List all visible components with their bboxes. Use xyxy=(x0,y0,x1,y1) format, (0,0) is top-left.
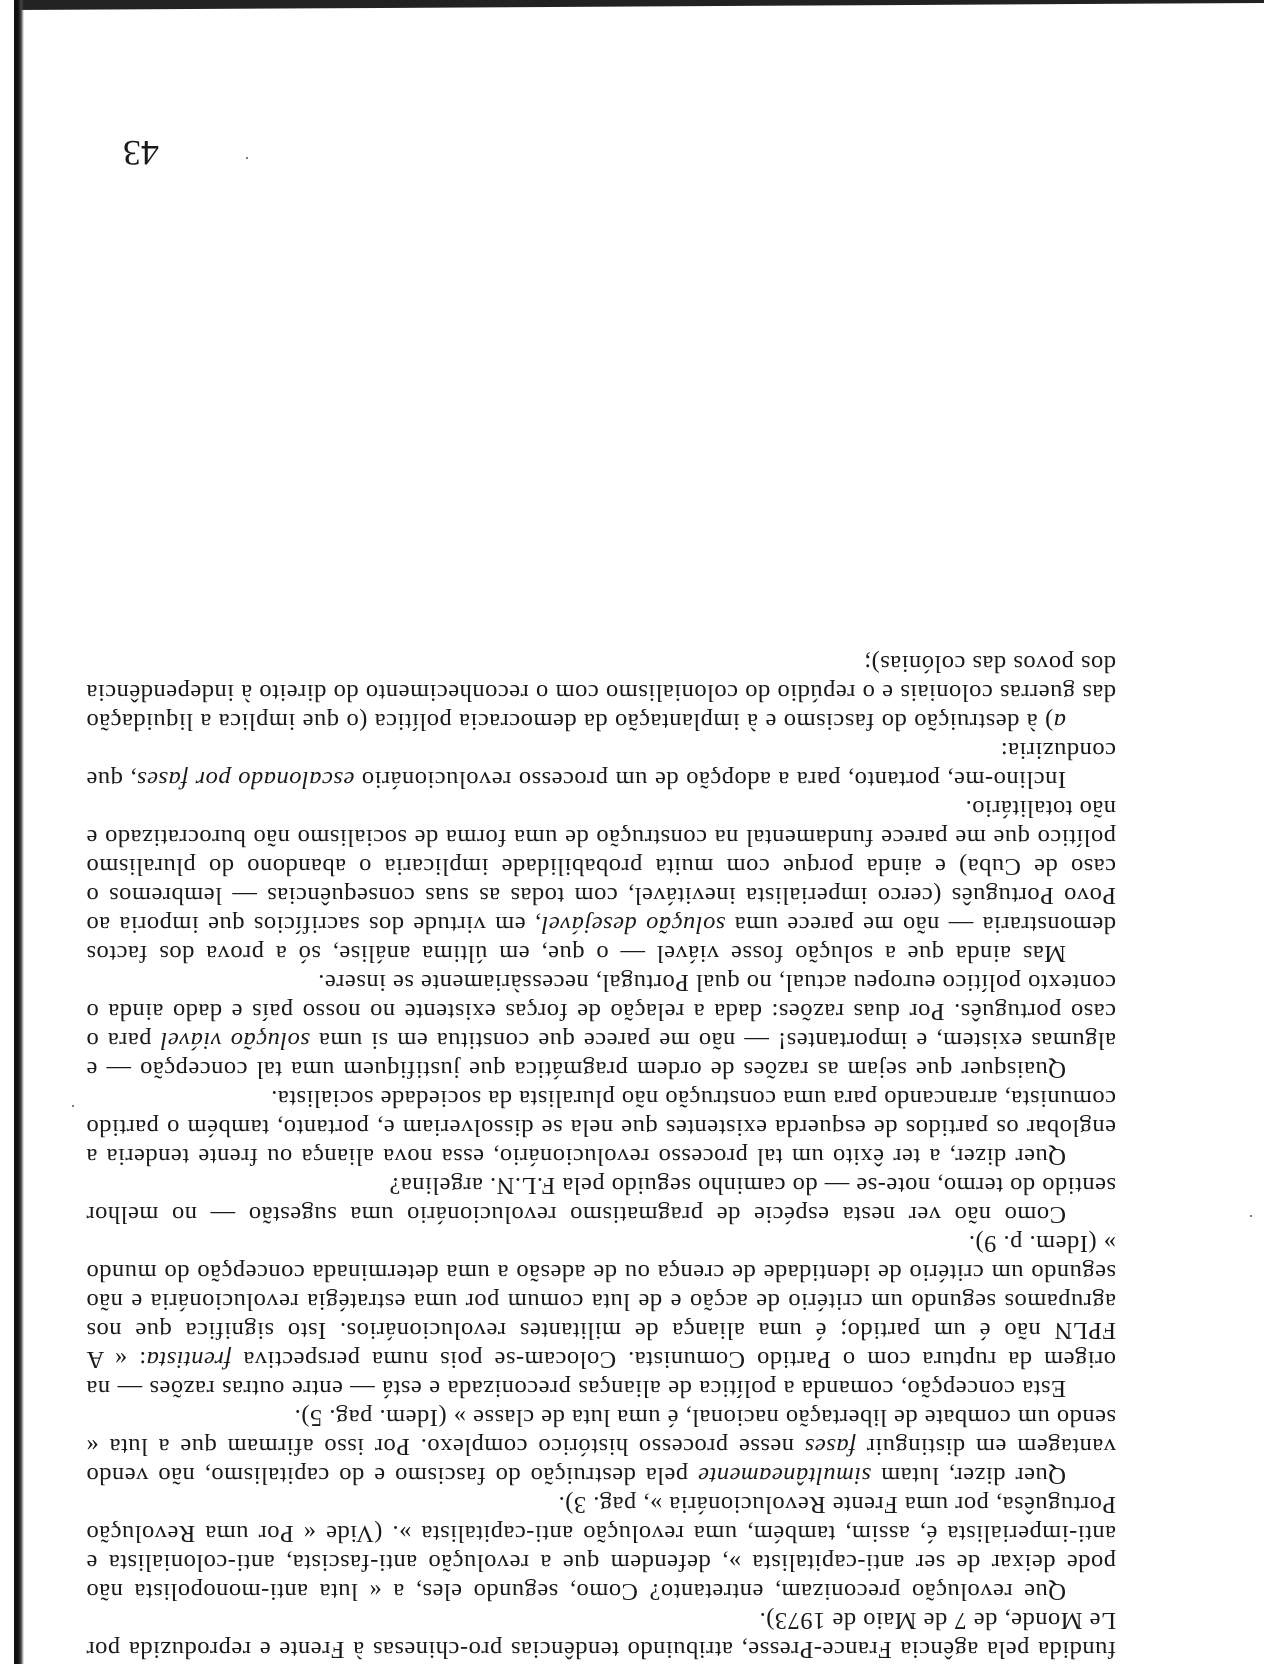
text-run: Esta concepção, comanda a política de alianças preconizada e está — entre outras razões — na origem da ruptura com o Partido Comunista. Colocam-se pois numa perspectiva xyxy=(86,1346,1116,1402)
italic-text: solução viável xyxy=(160,1027,310,1054)
scan-speck xyxy=(72,1105,74,1107)
paragraph xyxy=(86,1229,1116,1403)
italic-text: fases xyxy=(804,1433,856,1460)
paragraph xyxy=(86,1084,1116,1171)
italic-text: solução desejável xyxy=(541,911,726,938)
text-run: Quer dizer, a ter êxito um tal processo revolucionário, essa nova aliança ou frente tenderia a englobar os partidos de esquerda existentes que nela se dissolveriam e, portanto, também o partido comunista, arrancando para uma construção não pluralista da sociedade socialista. xyxy=(86,1085,1116,1170)
paragraph xyxy=(86,1171,1116,1229)
text-run: para o caso português. Por duas razões: dada a relação de forças existente no nosso país e dado ainda o contexto político europeu actual, no qual Portugal, necessàriamente se insere. xyxy=(86,969,1116,1054)
text-run: : « A FPLN não é um partido; é uma aliança de militantes revolucionários. Isto significa que nos agrupamos segundo um critério de acção e de luta comum por uma estratégia revolucionária e não segundo um critério de identidade de crença ou de adesão a uma determinada concepção do mundo » (Idem. p. 9). xyxy=(86,1230,1116,1373)
paragraph xyxy=(86,1490,1116,1606)
text-run: , que conduziria: xyxy=(85,737,1116,793)
scan-speck xyxy=(246,157,248,159)
text-run: Mas ainda que a solução fosse viável — o que, em última análise, só a prova dos factos demonstraria — não me parece uma xyxy=(86,911,1116,967)
text-run: ) à destruição do fascismo e à implantação da democracia política (o que implica a liquidação das guerras coloniais e o repúdio do colonialismo com o reconhecimento do direito à independência dos povos das colónias); xyxy=(86,650,1116,735)
paragraph xyxy=(86,736,1116,794)
paragraph xyxy=(86,1403,1116,1490)
italic-text: escalonado por fases xyxy=(136,766,355,793)
italic-text: simultâneamente xyxy=(697,1462,872,1489)
body-text xyxy=(86,649,1116,1664)
text-run: nesse processo histórico complexo. Por isso afirmam que a luta « sendo um combate de libertação nacional, é uma luta de classe » (Idem. pag. 5). xyxy=(86,1404,1116,1460)
text-run: fundida pela agência France-Presse, atribuindo tendências pro-chinesas à Frente e reproduzida por Le Monde, de 7 de Maio de 1973). xyxy=(86,1607,1116,1663)
text-run: Que revolução preconizam, entretanto? Como, segundo eles, a « luta anti-monopolista não pode deixar de ser anti-capitalista », defendem que a revolução anti-fascista, anti-colonialista e anti-imperialista é, assim, também, uma revolução anti-capitalista ». (Vide « Por uma Revolução Portuguêsa, por uma Frente Revolucionária », pag. 3). xyxy=(86,1491,1116,1605)
text-run: Como não ver nesta espécie de pragmatismo revolucionário uma sugestão — no melhor sentido do termo, note-se — do caminho seguido pela F.L.N. argelina? xyxy=(86,1172,1116,1228)
paragraph xyxy=(86,794,1116,968)
text-run: Quer dizer, lutam xyxy=(871,1462,1066,1489)
paragraph xyxy=(86,1606,1116,1664)
italic-text: a xyxy=(1053,708,1066,735)
scan-speck xyxy=(1250,1215,1252,1217)
page-number: 43 xyxy=(123,133,159,173)
italic-text: frentista xyxy=(146,1346,232,1373)
text-run: , em virtude dos sacrifícios que imporia ao Povo Português (cerco imperialista inevitável, com todas as suas consequências — lembremos o caso de Cuba) e ainda porque com muita probabilidade implicaria o abandono do pluralismo político que me parece fundamental na construção de uma forma de socialismo não burocratizado e não totalitário. xyxy=(86,795,1116,938)
text-run: Quaisquer que sejam as razões de ordem pragmática que justifiquem uma tal concepção — e algumas existem, e importantes! — não me parece que constitua em si uma xyxy=(86,1027,1116,1083)
text-run: Inclino-me, portanto, para a adopção de um processo revolucionário xyxy=(354,766,1066,793)
paragraph xyxy=(86,968,1116,1084)
paragraph xyxy=(86,649,1116,736)
text-run: pela destruição do fascismo e do capitalismo, não vendo vantagem em distinguir xyxy=(86,1433,1116,1489)
